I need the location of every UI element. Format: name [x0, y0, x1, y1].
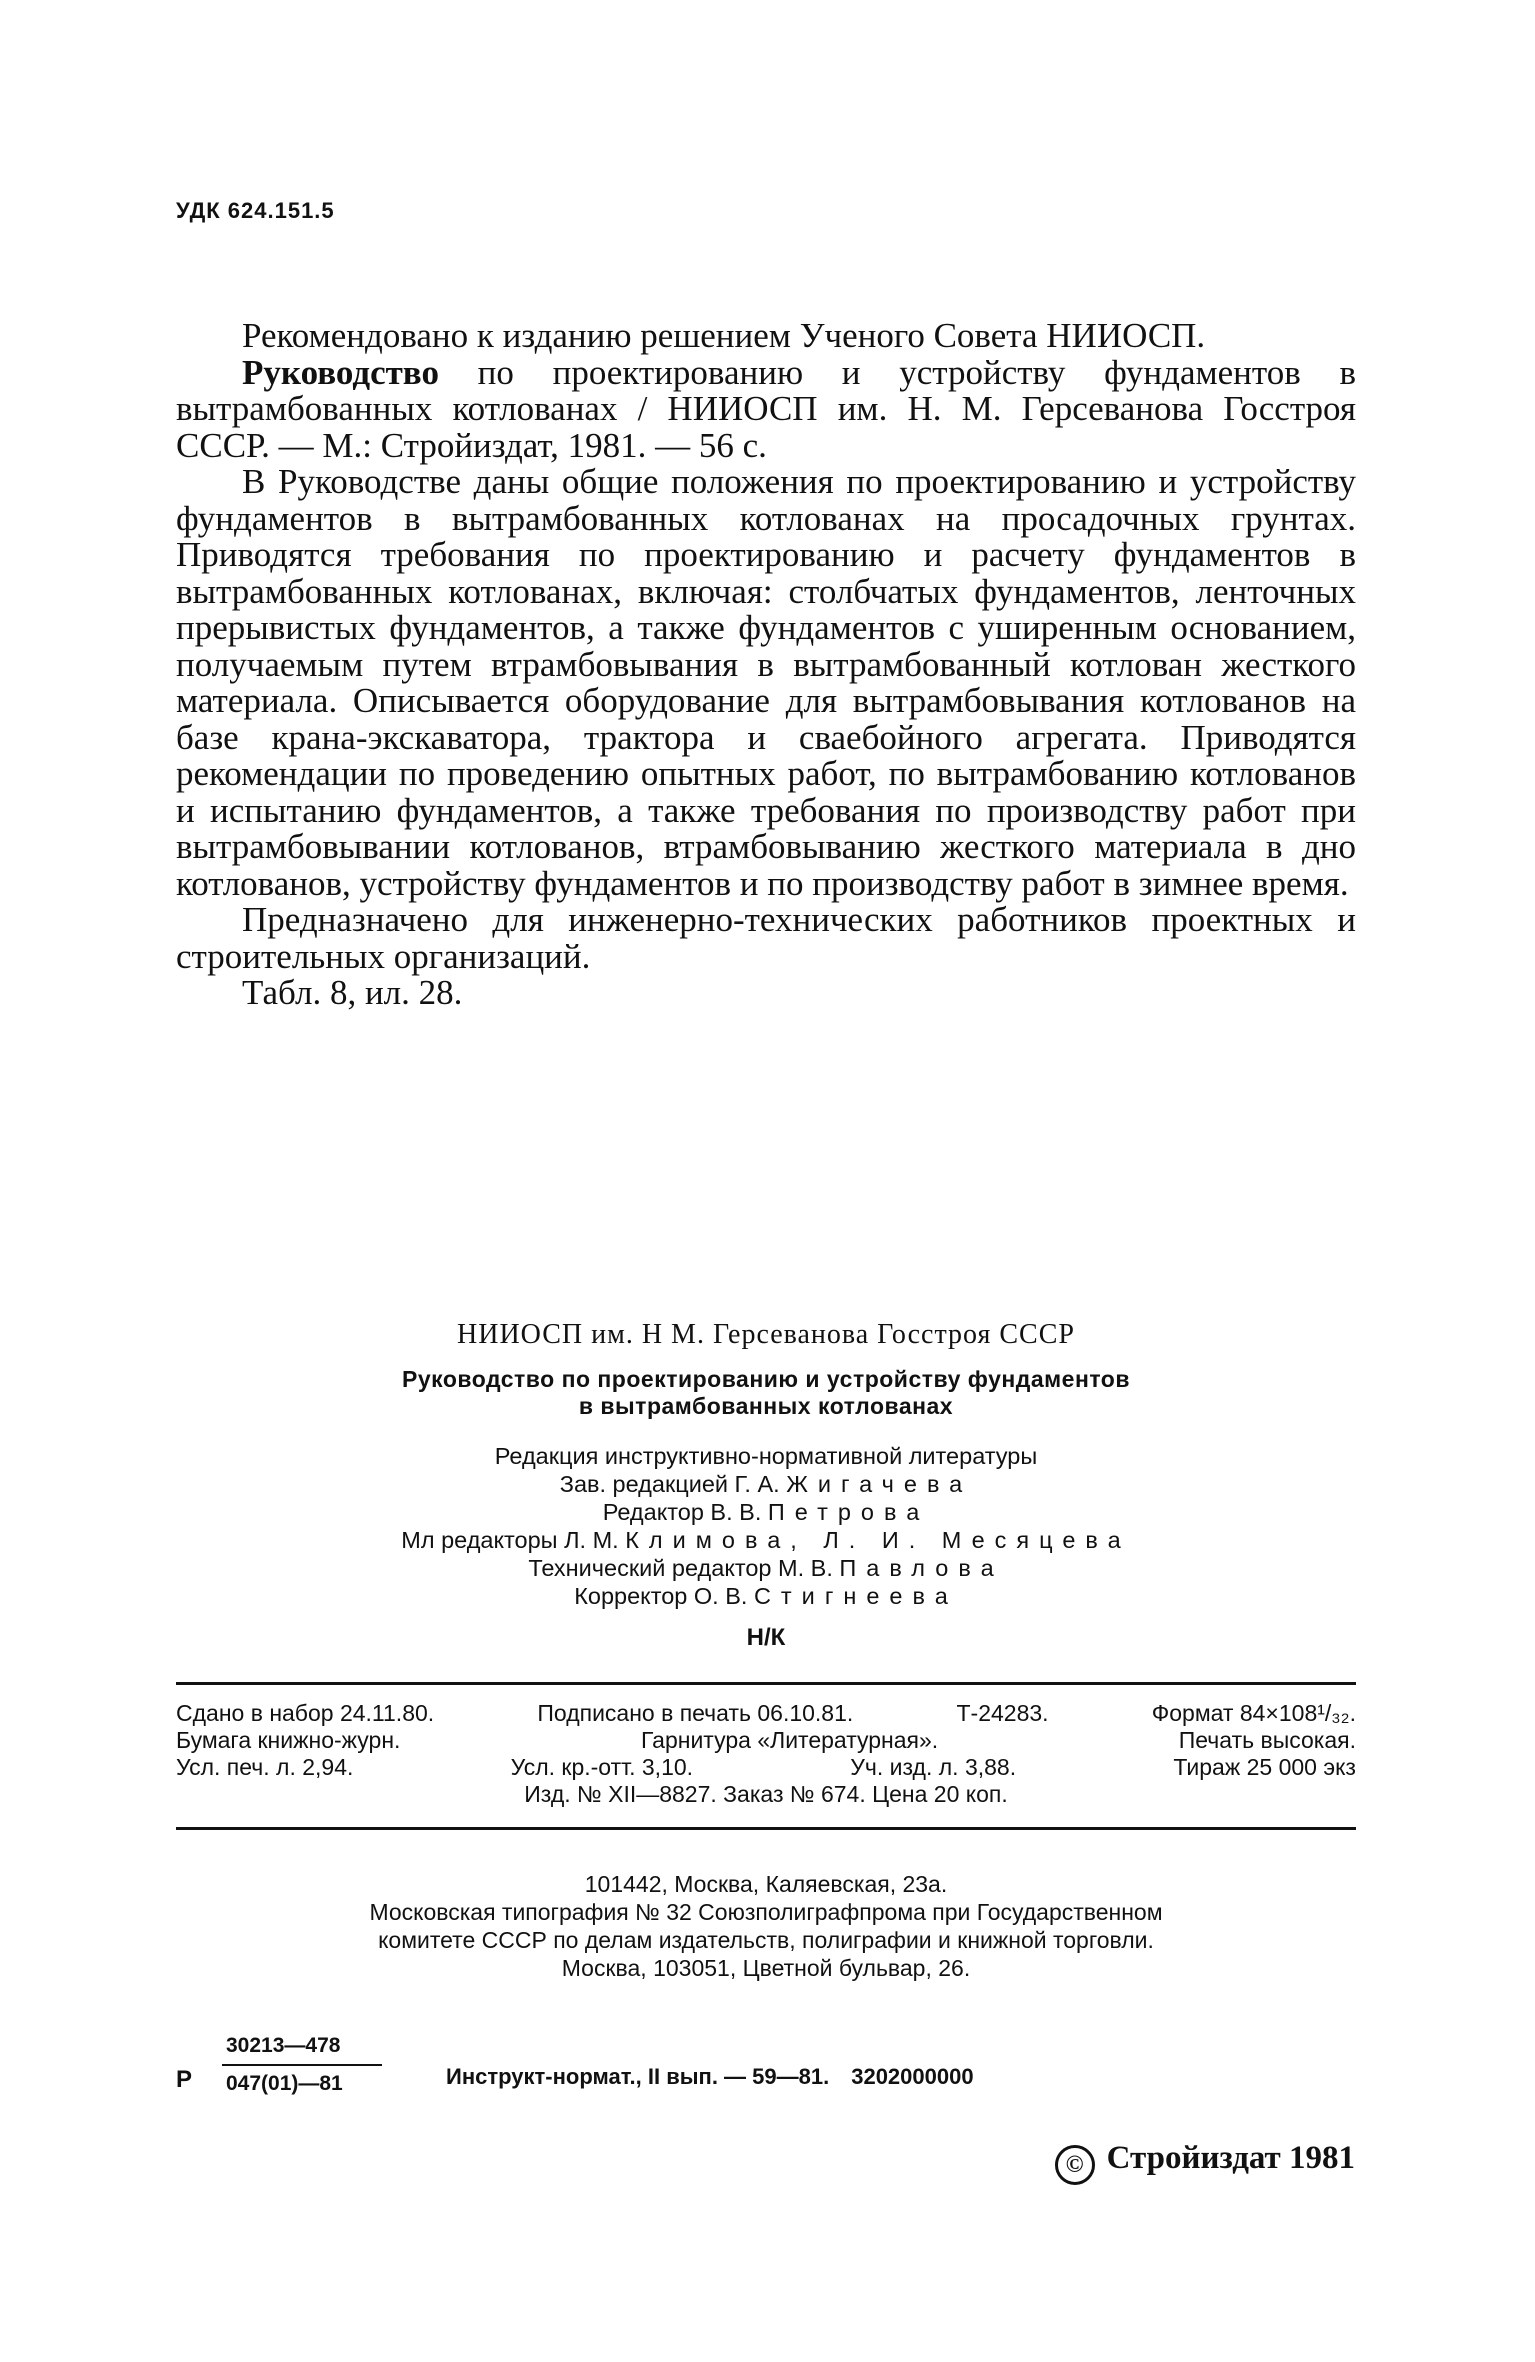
copyright-icon: ©: [1055, 2145, 1095, 2185]
pub-row: [176, 1700, 1356, 1727]
annotation-text: В Руководстве даны общие положения по проектированию и устройству фундаментов в вытрамбованных котлованах на просадочных грунтах. Приводятся требования по проектированию и расчету фундаментов в вытрамбованных котлованах, включая: столбчатых фундаментов, ленточных прерывистых фундаментов, а также фундаментов с уширенным основанием, получаемым путем втрамбовывания в вытрамбованный котлован жесткого материала. Описывается оборудование для вытрамбовывания котлованов на базе крана-экскаватора, трактора и сваебойного агрегата. Приводятся рекомендации по проведению опытных работ, по вытрамбованию котлованов и испытанию фундаментов, а также требования по производству работ при вытрамбовывании котлованов, втрамбовыванию жесткого материала в дно котлованов, устройству фундаментов и по производству работ в зимнее время.: [176, 462, 1356, 903]
code-fraction: [222, 2034, 392, 2096]
recommendation-text: Рекомендовано к изданию решением Ученого Совета НИИОСП.: [242, 316, 1206, 355]
print-run: Тираж 25 000 экз: [1173, 1754, 1356, 1780]
pub-row: [176, 1781, 1356, 1808]
publication-details: [176, 1700, 1356, 1808]
pub-row: [176, 1754, 1356, 1781]
fraction-bar: [222, 2064, 382, 2066]
staff-role: Зав. редакцией Г. А.: [559, 1471, 787, 1497]
staff-line: [176, 1554, 1356, 1582]
typeset-date: Сдано в набор 24.11.80.: [176, 1700, 435, 1726]
book-title-line1: Руководство по проектированию и устройству фундаментов: [401, 1366, 1130, 1392]
staff-name: Климова, Л. И. Месяцева: [625, 1527, 1131, 1553]
book-title-line2: в вытрамбованных котлованах: [578, 1393, 954, 1419]
hk-mark: Н/К: [746, 1624, 786, 1651]
organization-name: НИИОСП им. Н М. Герсеванова Госстроя СССР: [457, 1319, 1075, 1350]
print-type: Печать высокая.: [1178, 1727, 1356, 1753]
pub-row: [176, 1727, 1356, 1754]
printer-info: [176, 1870, 1356, 1982]
divider-top: [176, 1682, 1356, 1685]
staff-line: [176, 1498, 1356, 1526]
staff-name: Петрова: [767, 1499, 930, 1525]
format: Формат 84×108¹/₃₂.: [1151, 1700, 1356, 1726]
book-title-bold: Руководство: [242, 352, 439, 392]
series-number: 3202000000: [851, 2064, 974, 2089]
staff-name: Жигачева: [786, 1471, 973, 1497]
edition-order-price: Изд. № XII—8827. Заказ № 674. Цена 20 коп.: [524, 1781, 1008, 1807]
printing-house-committee: комитете СССР по делам издательств, полиграфии и книжной торговли.: [378, 1927, 1154, 1953]
staff-role: Технический редактор М. В.: [528, 1555, 840, 1581]
order-code: Т-24283.: [956, 1700, 1049, 1726]
audience-text: Предназначено для инженерно-технических работников проектных и строительных организаций.: [176, 900, 1356, 976]
print-sheets: Усл. печ. л. 2,94.: [176, 1754, 354, 1780]
staff-line: [176, 1526, 1356, 1554]
code-denominator: 047(01)—81: [226, 2072, 343, 2095]
abstract: [176, 318, 1356, 1012]
imprint-block: [176, 1318, 1356, 1652]
editorial-staff: [176, 1442, 1356, 1610]
paper-type: Бумага книжно-журн.: [176, 1727, 401, 1753]
staff-role: Корректор О. В.: [574, 1583, 754, 1609]
book-title: [176, 1366, 1356, 1420]
staff-name: Павлова: [839, 1555, 1004, 1581]
publisher-sheets: Уч. изд. л. 3,88.: [850, 1754, 1017, 1780]
copyright: [1055, 2140, 1355, 2185]
code-numerator: 30213—478: [226, 2034, 341, 2057]
staff-line: [176, 1582, 1356, 1610]
color-prints: Усл. кр.-отт. 3,10.: [510, 1754, 694, 1780]
bibliographic-entry: [176, 352, 1356, 465]
series-line: [446, 2064, 974, 2090]
series-text: Инструкт-нормат., II вып. — 59—81.: [446, 2064, 830, 2089]
tables-figures-count: Табл. 8, ил. 28.: [242, 973, 463, 1012]
typeface: Гарнитура «Литературная».: [641, 1727, 939, 1753]
publisher-address: 101442, Москва, Каляевская, 23а.: [584, 1871, 948, 1897]
staff-line: [176, 1442, 1356, 1470]
staff-line: [176, 1470, 1356, 1498]
printing-house-address: Москва, 103051, Цветной бульвар, 26.: [561, 1955, 971, 1981]
staff-role: Мл редакторы Л. М.: [401, 1527, 626, 1553]
bibliographic-rest: по проектированию и устройству фундаментов в вытрамбованных котлованах / НИИОСП им. Н. М. Герсеванова Госстроя СССР. — М.: Стройиздат, 1981. — 56 с.: [176, 352, 1356, 465]
udk-code: УДК 624.151.5: [176, 198, 335, 223]
printing-house: Московская типография № 32 Союзполиграфпрома при Государственном: [369, 1899, 1163, 1925]
divider-bottom: [176, 1827, 1356, 1830]
copyright-text: Стройиздат 1981: [1106, 2140, 1355, 2176]
staff-name: Стигнеева: [753, 1583, 958, 1609]
staff-role: Редакция инструктивно-нормативной литературы: [494, 1443, 1038, 1469]
code-letter: Р: [176, 2066, 193, 2093]
signed-date: Подписано в печать 06.10.81.: [537, 1700, 854, 1726]
staff-role: Редактор В. В.: [602, 1499, 768, 1525]
